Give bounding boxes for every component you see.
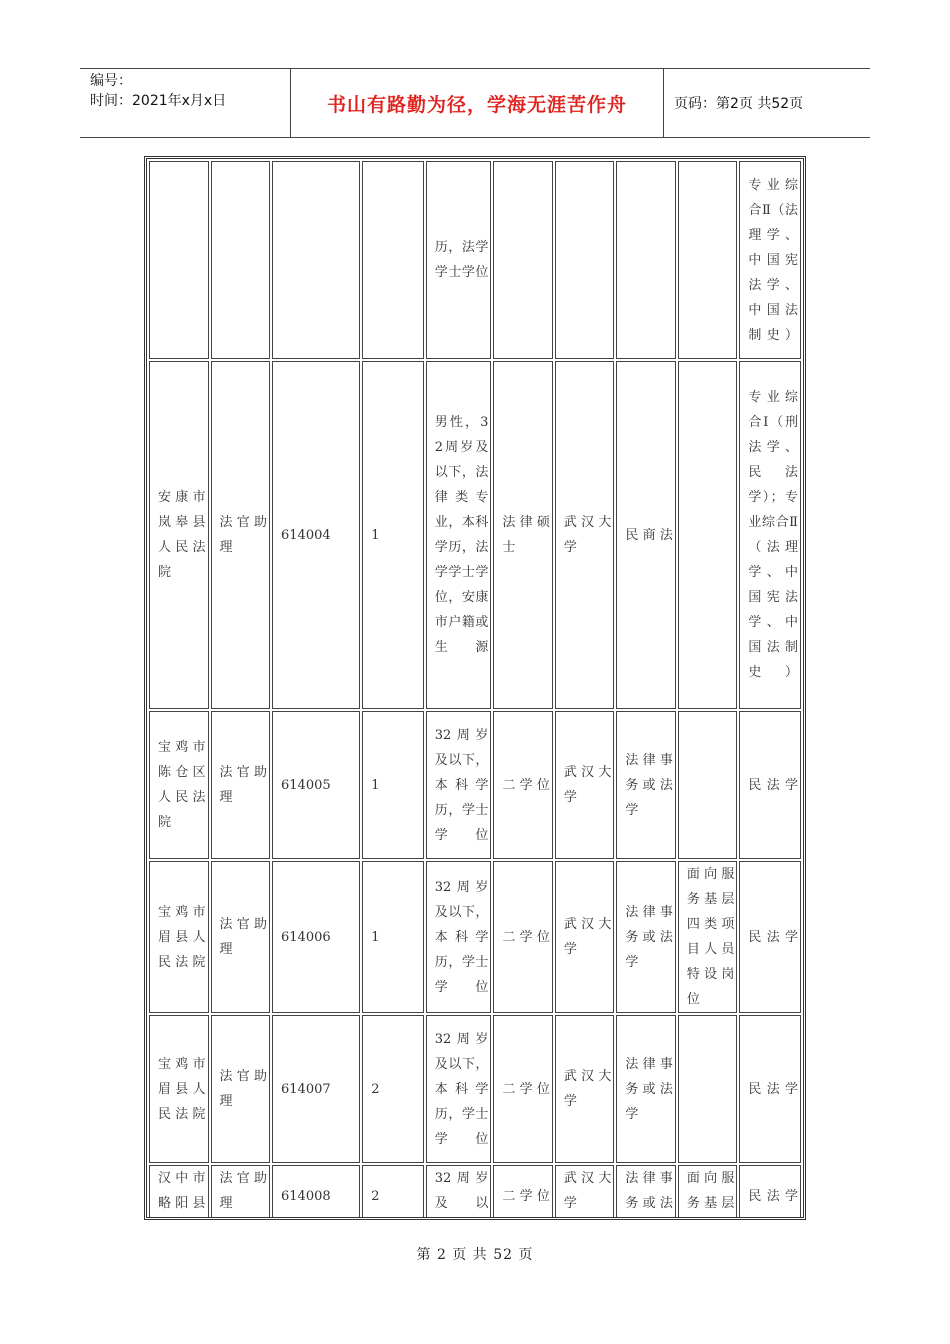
cell-position: 法官助理 xyxy=(211,1165,271,1220)
page-header xyxy=(80,68,870,138)
cell-count: 2 xyxy=(362,1165,424,1220)
table-row xyxy=(149,1015,801,1163)
table-row xyxy=(149,161,801,359)
page-footer: 第 2 页 共 52 页 xyxy=(416,1247,534,1263)
cell-conditions: 32周岁及以下，本科学历，学士学位 xyxy=(426,1015,492,1163)
cell-degree xyxy=(493,161,553,359)
cell-unit: 安康市岚皋县人民法院 xyxy=(149,361,209,709)
header-page-info: 页码：第2页 共52页 xyxy=(674,96,804,112)
table-row xyxy=(149,861,801,1013)
cell-code: 614007 xyxy=(272,1015,360,1163)
cell-major: 法律事务或法学 xyxy=(616,711,676,859)
cell-major: 法律事务或法学 xyxy=(616,1015,676,1163)
cell-exam: 民法学 xyxy=(739,1015,801,1163)
cell-major xyxy=(616,161,676,359)
cell-code: 614008 xyxy=(272,1165,360,1220)
cell-position xyxy=(211,161,271,359)
cell-degree: 二学位 xyxy=(493,861,553,1013)
cell-degree: 二学位 xyxy=(493,1165,553,1220)
position-table xyxy=(147,159,803,1220)
cell-school: 武汉大学 xyxy=(555,1015,615,1163)
cell-code xyxy=(272,161,360,359)
cell-conditions: 32周岁及以下，本科学历，学士学位 xyxy=(426,711,492,859)
cell-school: 武汉大学 xyxy=(555,1165,615,1220)
cell-unit: 宝鸡市眉县人民法院 xyxy=(149,861,209,1013)
cell-position: 法官助理 xyxy=(211,1015,271,1163)
cell-note xyxy=(678,1015,738,1163)
cell-degree: 法律硕士 xyxy=(493,361,553,709)
recruitment-table xyxy=(144,156,806,1220)
cell-degree: 二学位 xyxy=(493,711,553,859)
cell-position: 法官助理 xyxy=(211,711,271,859)
header-meta xyxy=(80,69,290,137)
table-row xyxy=(149,711,801,859)
cell-position: 法官助理 xyxy=(211,361,271,709)
cell-exam: 专业综合Ⅰ（刑法学、民法学）；专业综合Ⅱ（法理学、中国宪法学、中国法制史） xyxy=(739,361,801,709)
cell-unit: 汉中市略阳县 xyxy=(149,1165,209,1220)
cell-school: 武汉大学 xyxy=(555,711,615,859)
cell-note xyxy=(678,161,738,359)
cell-conditions: 历，法学学士学位 xyxy=(426,161,492,359)
cell-unit: 宝鸡市眉县人民法院 xyxy=(149,1015,209,1163)
cell-code: 614004 xyxy=(272,361,360,709)
cell-unit: 宝鸡市陈仓区人民法院 xyxy=(149,711,209,859)
cell-exam: 专业综合Ⅱ（法理学、中国宪法学、中国法制史） xyxy=(739,161,801,359)
cell-count: 1 xyxy=(362,361,424,709)
cell-major: 法律事务或法学 xyxy=(616,861,676,1013)
document-number-label: 编号： xyxy=(90,73,132,89)
cell-school: 武汉大学 xyxy=(555,361,615,709)
cell-note xyxy=(678,361,738,709)
cell-position: 法官助理 xyxy=(211,861,271,1013)
cell-exam: 民法学 xyxy=(739,861,801,1013)
cell-note: 面向服务基层四类项目人员特设岗位 xyxy=(678,861,738,1013)
cell-conditions: 32周岁及以下，本科学历，学士学位 xyxy=(426,861,492,1013)
cell-note xyxy=(678,711,738,859)
cell-exam: 民法学 xyxy=(739,1165,801,1220)
cell-major: 民商法 xyxy=(616,361,676,709)
cell-degree: 二学位 xyxy=(493,1015,553,1163)
cell-count: 2 xyxy=(362,1015,424,1163)
cell-major: 法律事务或法 xyxy=(616,1165,676,1220)
cell-school xyxy=(555,161,615,359)
cell-count: 1 xyxy=(362,711,424,859)
cell-conditions: 男性，32周岁及以下，法律类专业，本科学历，法学学士学位，安康市户籍或生源 xyxy=(426,361,492,709)
cell-count: 1 xyxy=(362,861,424,1013)
cell-unit xyxy=(149,161,209,359)
cell-code: 614005 xyxy=(272,711,360,859)
cell-conditions: 32周岁及以 xyxy=(426,1165,492,1220)
cell-school: 武汉大学 xyxy=(555,861,615,1013)
cell-count xyxy=(362,161,424,359)
cell-code: 614006 xyxy=(272,861,360,1013)
header-motto: 书山有路勤为径，学海无涯苦作舟 xyxy=(290,69,664,137)
cell-note: 面向服务基层 xyxy=(678,1165,738,1220)
document-date-label: 时间：2021年x月x日 xyxy=(90,93,227,109)
table-row xyxy=(149,361,801,709)
table-row xyxy=(149,1165,801,1220)
cell-exam: 民法学 xyxy=(739,711,801,859)
